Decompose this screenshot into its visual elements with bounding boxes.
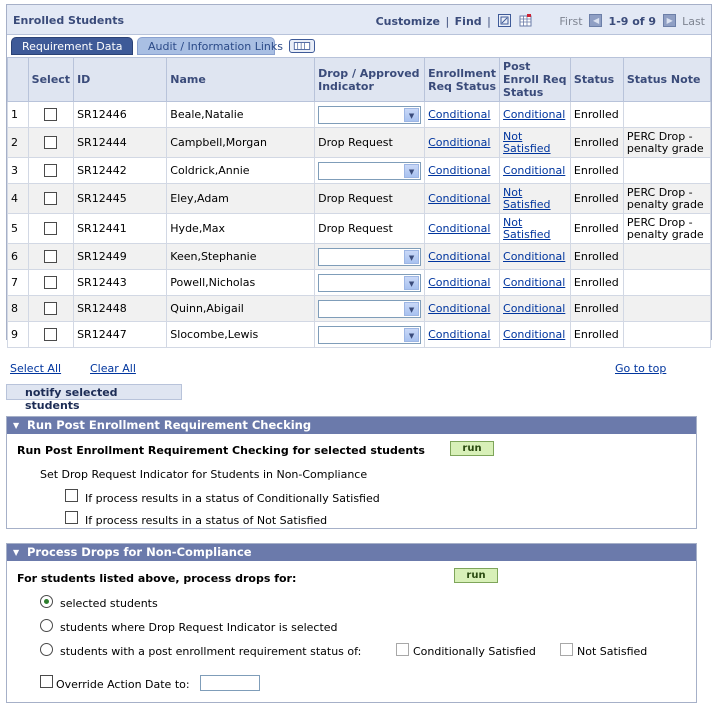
row-select-checkbox[interactable]	[44, 222, 57, 235]
enrollment-status: Enrolled	[570, 102, 623, 128]
students-table	[7, 57, 711, 348]
process-drops-header-text: Process Drops for Non-Compliance	[27, 545, 252, 559]
table-row	[8, 102, 711, 128]
download-icon[interactable]	[519, 14, 532, 27]
last-label: Last	[682, 15, 705, 28]
post-enroll-req-status-link[interactable]: Conditional	[503, 275, 566, 289]
drop-indicator-cell	[315, 184, 425, 214]
tab-requirement-data[interactable]: Requirement Data	[11, 37, 133, 55]
post-enroll-req-status-link[interactable]: Conditional	[503, 249, 566, 263]
status-note: PERC Drop - penalty grade	[623, 184, 710, 214]
not-satisfied-label: If process results in a status of Not Satisfied	[85, 514, 328, 527]
col-name: Name	[167, 58, 315, 102]
table-row	[8, 128, 711, 158]
post-enrollment-run-button[interactable]: run	[450, 441, 494, 456]
drop-indicator-cell	[315, 214, 425, 244]
enrollment-req-status-link[interactable]: Conditional	[428, 301, 491, 315]
tab-audit-information-links[interactable]: Audit / Information Links	[137, 37, 275, 55]
select-cell	[28, 102, 73, 128]
post-enroll-req-status-cell	[500, 214, 571, 244]
col-id: ID	[74, 58, 167, 102]
row-select-checkbox[interactable]	[44, 302, 57, 315]
customize-link[interactable]: Customize	[375, 15, 440, 28]
status-not-satisfied-label: Not Satisfied	[577, 645, 648, 658]
drop-indicator-cell	[315, 244, 425, 270]
select-cell	[28, 158, 73, 184]
post-enroll-req-status-cell	[500, 244, 571, 270]
status-note	[623, 296, 710, 322]
col-status-note: Status Note	[623, 58, 710, 102]
enrollment-req-status-cell	[425, 184, 500, 214]
post-enrollment-label: Run Post Enrollment Requirement Checking for selected students	[17, 444, 425, 457]
row-number: 1	[8, 102, 29, 128]
drop-indicator-text: Drop Request	[318, 191, 393, 205]
status-note: PERC Drop - penalty grade	[623, 214, 710, 244]
chevron-down-icon[interactable]: ▼	[404, 302, 419, 316]
conditionally-satisfied-label: If process results in a status of Conditionally Satisfied	[85, 492, 380, 505]
notify-selected-students-button[interactable]: notify selected students	[6, 384, 182, 400]
enrollment-req-status-cell	[425, 128, 500, 158]
enrollment-req-status-link[interactable]: Conditional	[428, 275, 491, 289]
drop-request-indicator-text: Set Drop Request Indicator for Students in Non-Compliance	[40, 468, 368, 481]
row-select-checkbox[interactable]	[44, 136, 57, 149]
conditionally-satisfied-checkbox[interactable]	[65, 489, 78, 502]
row-number: 7	[8, 270, 29, 296]
post-enroll-status-label: students with a post enrollment requirement status of:	[60, 645, 362, 658]
enrollment-req-status-link[interactable]: Conditional	[428, 135, 491, 149]
selected-students-label: selected students	[60, 597, 158, 610]
grid-header	[7, 5, 711, 35]
enrollment-req-status-link[interactable]: Conditional	[428, 163, 491, 177]
select-cell	[28, 296, 73, 322]
override-action-date-checkbox[interactable]	[40, 675, 53, 688]
enrollment-req-status-cell	[425, 296, 500, 322]
select-cell	[28, 244, 73, 270]
post-enroll-req-status-link[interactable]: Conditional	[503, 163, 566, 177]
drop-indicator-cell	[315, 270, 425, 296]
row-number: 8	[8, 296, 29, 322]
student-id: SR12447	[74, 322, 167, 348]
select-cell	[28, 270, 73, 296]
row-number: 9	[8, 322, 29, 348]
table-row	[8, 184, 711, 214]
process-drops-run-button[interactable]: run	[454, 568, 498, 583]
collapse-triangle-icon[interactable]: ▼	[13, 421, 20, 430]
student-id: SR12442	[74, 158, 167, 184]
enrollment-req-status-link[interactable]: Conditional	[428, 107, 491, 121]
row-select-checkbox[interactable]	[44, 276, 57, 289]
drop-request-radio[interactable]	[40, 619, 53, 632]
chevron-down-icon[interactable]: ▼	[404, 276, 419, 290]
student-name: Quinn,Abigail	[167, 296, 315, 322]
chevron-down-icon[interactable]: ▼	[404, 250, 419, 264]
drop-indicator-cell	[315, 322, 425, 348]
drop-indicator-select[interactable]	[318, 300, 421, 318]
enrollment-status: Enrolled	[570, 184, 623, 214]
next-page-icon[interactable]: ▶	[663, 14, 676, 27]
student-name: Powell,Nicholas	[167, 270, 315, 296]
post-enroll-req-status-cell	[500, 102, 571, 128]
enrollment-req-status-cell	[425, 244, 500, 270]
post-enroll-req-status-cell	[500, 128, 571, 158]
row-select-checkbox[interactable]	[44, 164, 57, 177]
post-enroll-status-radio[interactable]	[40, 643, 53, 656]
drop-indicator-cell	[315, 296, 425, 322]
selected-students-radio[interactable]	[40, 595, 53, 608]
student-id: SR12445	[74, 184, 167, 214]
post-enroll-req-status-link[interactable]: Conditional	[503, 301, 566, 315]
collapse-triangle-icon[interactable]: ▼	[13, 548, 20, 557]
student-id: SR12449	[74, 244, 167, 270]
drop-request-radio-label: students where Drop Request Indicator is selected	[60, 621, 338, 634]
enrollment-req-status-cell	[425, 270, 500, 296]
drop-indicator-text: Drop Request	[318, 221, 393, 235]
select-cell	[28, 214, 73, 244]
drop-indicator-select[interactable]	[318, 162, 421, 180]
student-name: Coldrick,Annie	[167, 158, 315, 184]
col-drop-indicator: Drop / Approved Indicator	[315, 58, 425, 102]
enrollment-req-status-link[interactable]: Conditional	[428, 221, 491, 235]
select-cell	[28, 128, 73, 158]
select-cell	[28, 322, 73, 348]
table-row	[8, 322, 711, 348]
student-name: Eley,Adam	[167, 184, 315, 214]
post-enroll-req-status-cell	[500, 322, 571, 348]
post-enrollment-checking-section	[6, 416, 697, 529]
enrollment-req-status-cell	[425, 158, 500, 184]
drop-indicator-select[interactable]	[318, 274, 421, 292]
post-enroll-req-status-cell	[500, 158, 571, 184]
enrollment-status: Enrolled	[570, 270, 623, 296]
row-number: 3	[8, 158, 29, 184]
status-note	[623, 270, 710, 296]
select-cell	[28, 184, 73, 214]
enrollment-req-status-cell	[425, 214, 500, 244]
student-id: SR12443	[74, 270, 167, 296]
find-link[interactable]: Find	[454, 15, 482, 28]
enrollment-status: Enrolled	[570, 128, 623, 158]
status-note	[623, 322, 710, 348]
chevron-down-icon[interactable]: ▼	[404, 164, 419, 178]
process-drops-section	[6, 543, 697, 703]
drop-indicator-text: Drop Request	[318, 135, 393, 149]
enrollment-req-status-cell	[425, 102, 500, 128]
table-header-row	[8, 58, 711, 102]
student-id: SR12444	[74, 128, 167, 158]
student-name: Slocombe,Lewis	[167, 322, 315, 348]
enrollment-status: Enrolled	[570, 322, 623, 348]
student-id: SR12448	[74, 296, 167, 322]
enrollment-status: Enrolled	[570, 244, 623, 270]
table-row	[8, 296, 711, 322]
not-satisfied-checkbox[interactable]	[65, 511, 78, 524]
status-conditionally-satisfied-label: Conditionally Satisfied	[413, 645, 536, 658]
post-enroll-req-status-link[interactable]: Conditional	[503, 327, 566, 341]
status-note	[623, 102, 710, 128]
post-enroll-req-status-cell	[500, 296, 571, 322]
show-all-columns-icon[interactable]	[289, 39, 315, 53]
student-name: Keen,Stephanie	[167, 244, 315, 270]
student-name: Beale,Natalie	[167, 102, 315, 128]
col-post-enroll-req-status: Post Enroll Req Status	[500, 58, 571, 102]
override-action-date-label: Override Action Date to:	[56, 678, 190, 691]
row-number: 6	[8, 244, 29, 270]
row-number: 5	[8, 214, 29, 244]
col-status: Status	[570, 58, 623, 102]
enrollment-status: Enrolled	[570, 296, 623, 322]
post-enroll-req-status-cell	[500, 270, 571, 296]
go-to-top-link[interactable]: Go to top	[615, 362, 667, 375]
student-id: SR12441	[74, 214, 167, 244]
post-enroll-req-status-link[interactable]: Conditional	[503, 107, 566, 121]
grid-title: Enrolled Students	[13, 14, 125, 27]
enrollment-status: Enrolled	[570, 214, 623, 244]
chevron-down-icon[interactable]: ▼	[404, 108, 419, 122]
status-not-satisfied-checkbox[interactable]	[560, 643, 573, 656]
first-label: First	[559, 15, 583, 28]
student-id: SR12446	[74, 102, 167, 128]
drop-indicator-cell	[315, 102, 425, 128]
enrollment-req-status-cell	[425, 322, 500, 348]
grid-navigation: Customize | Find | First ◀ 1-9 of 9 ▶ Last	[375, 15, 705, 28]
status-conditionally-satisfied-checkbox[interactable]	[396, 643, 409, 656]
row-number: 2	[8, 128, 29, 158]
status-note	[623, 158, 710, 184]
post-enroll-req-status-cell	[500, 184, 571, 214]
status-note	[623, 244, 710, 270]
col-rownum	[8, 58, 29, 102]
post-enroll-req-status-link[interactable]: Not Satisfied	[503, 129, 551, 155]
drop-indicator-cell	[315, 128, 425, 158]
drop-indicator-select[interactable]	[318, 326, 421, 344]
status-note: PERC Drop - penalty grade	[623, 128, 710, 158]
drop-indicator-select[interactable]	[318, 248, 421, 266]
col-select: Select	[28, 58, 73, 102]
table-row	[8, 214, 711, 244]
col-enrollment-req-status: Enrollment Req Status	[425, 58, 500, 102]
post-enroll-req-status-link[interactable]: Not Satisfied	[503, 215, 551, 241]
enrolled-students-grid	[6, 4, 712, 340]
chevron-down-icon[interactable]: ▼	[404, 328, 419, 342]
process-drops-section-header[interactable]	[7, 544, 696, 561]
enrollment-req-status-link[interactable]: Conditional	[428, 191, 491, 205]
override-action-date-input[interactable]	[200, 675, 260, 691]
student-name: Hyde,Max	[167, 214, 315, 244]
row-select-checkbox[interactable]	[44, 250, 57, 263]
clear-all-link[interactable]: Clear All	[90, 362, 136, 375]
row-number: 4	[8, 184, 29, 214]
enrollment-status: Enrolled	[570, 158, 623, 184]
row-select-checkbox[interactable]	[44, 108, 57, 121]
post-enroll-req-status-link[interactable]: Not Satisfied	[503, 185, 551, 211]
enrollment-req-status-link[interactable]: Conditional	[428, 327, 491, 341]
post-enrollment-section-header[interactable]	[7, 417, 696, 434]
table-row	[8, 244, 711, 270]
process-drops-label: For students listed above, process drops for:	[17, 572, 297, 585]
row-select-checkbox[interactable]	[44, 328, 57, 341]
view-all-icon[interactable]	[498, 14, 511, 27]
page-range: 1-9 of 9	[608, 15, 657, 28]
table-row	[8, 270, 711, 296]
student-name: Campbell,Morgan	[167, 128, 315, 158]
row-select-checkbox[interactable]	[44, 192, 57, 205]
drop-indicator-cell	[315, 158, 425, 184]
table-row	[8, 158, 711, 184]
previous-page-icon[interactable]: ◀	[589, 14, 602, 27]
select-all-link[interactable]: Select All	[10, 362, 62, 375]
drop-indicator-select[interactable]	[318, 106, 421, 124]
post-enrollment-header-text: Run Post Enrollment Requirement Checking	[27, 418, 312, 432]
enrollment-req-status-link[interactable]: Conditional	[428, 249, 491, 263]
